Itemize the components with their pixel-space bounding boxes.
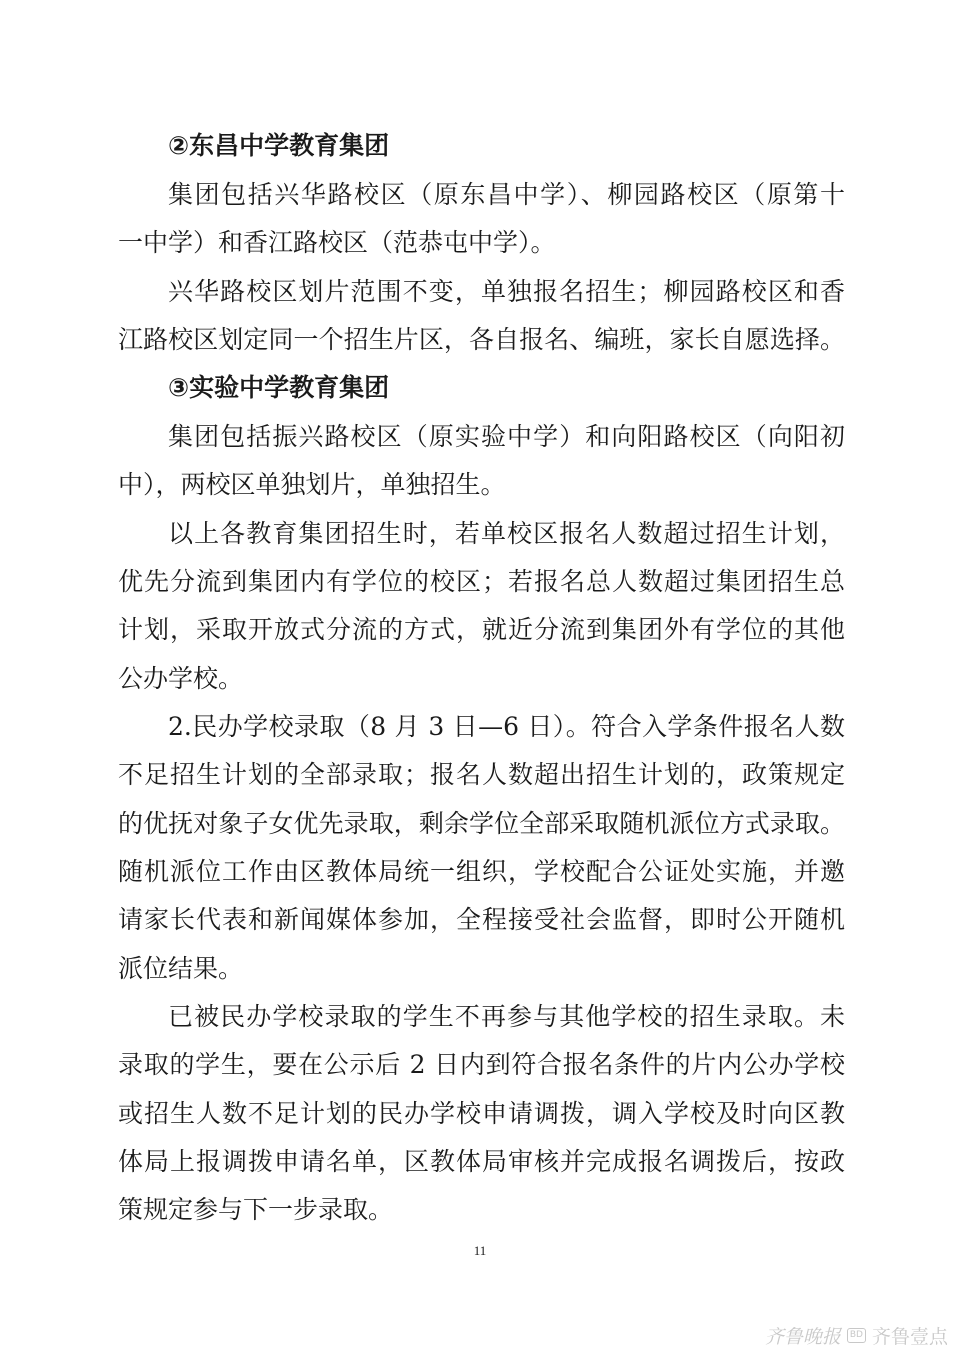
paragraph-line: 体局上报调拨申请名单，区教体局审核并完成报名调拨后，按政 [118,1147,845,1176]
watermark-badge-icon: BD [847,1328,866,1343]
watermark-logo: 齐鲁晚报 [764,1326,841,1348]
paragraph-line: 兴华路校区划片范围不变，单独报名招生；柳园路校区和香 [168,277,845,306]
paragraph-line: 2.民办学校录取（8 月 3 日—6 日）。符合入学条件报名人数 [168,712,845,741]
paragraph-line: 不足招生计划的全部录取；报名人数超出招生计划的，政策规定 [118,760,845,789]
paragraph-line: 江路校区划定同一个招生片区，各自报名、编班，家长自愿选择。 [118,325,845,354]
paragraph-line: 的优抚对象子女优先录取，剩余学位全部采取随机派位方式录取。 [118,809,845,838]
paragraph-line: 录取的学生，要在公示后 2 日内到符合报名条件的片内公办学校 [118,1050,845,1079]
paragraph-line: 以上各教育集团招生时，若单校区报名人数超过招生计划， [168,519,845,548]
paragraph-line: 请家长代表和新闻媒体参加，全程接受社会监督，即时公开随机 [118,905,845,934]
page-number: 11 [473,1243,487,1258]
paragraph-line: 优先分流到集团内有学位的校区；若报名总人数超过集团招生总 [118,567,845,596]
section-heading-dongchang: ②东昌中学教育集团 [168,131,390,160]
paragraph-line: 公办学校。 [118,664,244,693]
paragraph-line: 派位结果。 [118,954,244,983]
paragraph-line: 一中学）和香江路校区（范恭屯中学）。 [118,228,556,257]
paragraph-line: 集团包括兴华路校区（原东昌中学）、柳园路校区（原第十 [168,180,845,209]
paragraph-line: 计划，采取开放式分流的方式，就近分流到集团外有学位的其他 [118,615,845,644]
paragraph-line: 集团包括振兴路校区（原实验中学）和向阳路校区（向阳初 [168,422,845,451]
watermark [765,1322,948,1349]
section-heading-shiyan: ③实验中学教育集团 [168,373,390,402]
watermark-brand: 齐鲁壹点 [871,1326,948,1348]
paragraph-line: 已被民办学校录取的学生不再参与其他学校的招生录取。未 [168,1002,845,1031]
paragraph-line: 中），两校区单独划片，单独招生。 [118,470,506,499]
paragraph-line: 随机派位工作由区教体局统一组织，学校配合公证处实施，并邀 [118,857,845,886]
paragraph-line: 策规定参与下一步录取。 [118,1195,394,1224]
paragraph-line: 或招生人数不足计划的民办学校申请调拨，调入学校及时向区教 [118,1099,845,1128]
